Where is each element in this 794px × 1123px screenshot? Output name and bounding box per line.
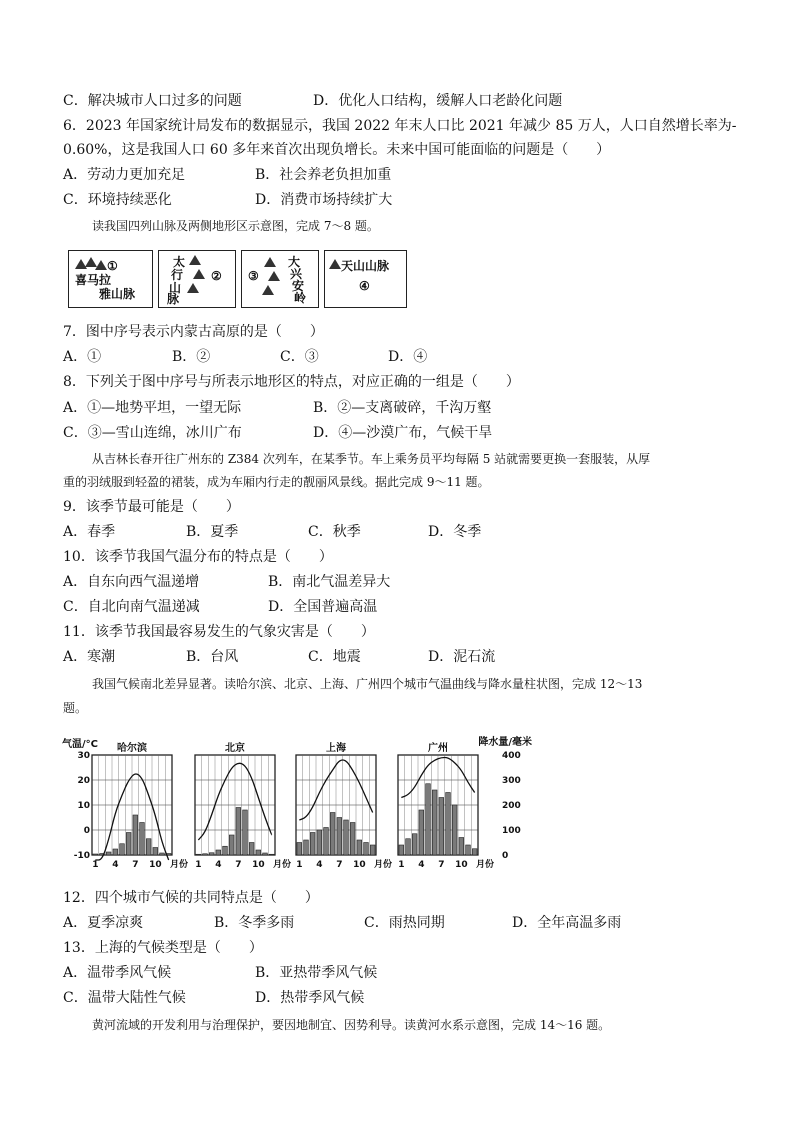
q5-option-c: C．解决城市人口过多的问题 xyxy=(63,93,242,109)
q11-option-a: A．寒潮 xyxy=(63,649,116,665)
precipitation-bar xyxy=(223,846,228,855)
precipitation-bar xyxy=(249,843,254,856)
q5-option-d: D．优化人口结构，缓解人口老龄化问题 xyxy=(313,93,563,109)
precipitation-bar xyxy=(472,849,477,855)
mountain-icon xyxy=(193,269,205,279)
q12-option-a: A．夏季凉爽 xyxy=(63,915,144,931)
precipitation-bar xyxy=(330,813,335,856)
precipitation-bar xyxy=(243,810,248,855)
x-tick-label: 10 xyxy=(353,860,366,870)
intro-9-11-line1: 从吉林长春开往广州东的 Z384 次列车，在某季节。车上乘务员平均每隔 5 站就需要更换一套服装，从厚 xyxy=(92,452,651,466)
precipitation-bar xyxy=(146,839,151,855)
q7-option-a: A．① xyxy=(63,349,102,365)
mountain-icon xyxy=(329,259,341,269)
box3-name-d: 岭 xyxy=(294,291,307,305)
box2-name-c: 山 xyxy=(169,281,182,295)
x-tick-label: 10 xyxy=(149,860,162,870)
box1-name-line1: 喜马拉 xyxy=(75,273,112,287)
precipitation-bar xyxy=(106,852,111,855)
precipitation-bar xyxy=(412,834,417,855)
q8-option-b: B．②—支离破碎，千沟万壑 xyxy=(313,400,492,416)
precipitation-bar xyxy=(364,843,369,856)
left-tick-label: -10 xyxy=(73,851,90,861)
q9-option-c: C．秋季 xyxy=(308,524,361,540)
precipitation-bar xyxy=(160,853,165,855)
climate-charts xyxy=(62,733,532,873)
precipitation-bar xyxy=(113,849,118,855)
x-tick-label: 1 xyxy=(296,860,303,870)
x-tick-label: 7 xyxy=(132,860,139,870)
q6-stem-line2: 0.60%，这是我国人口 60 多年来首次出现负增长。未来中国可能面临的问题是（ ） xyxy=(63,142,611,158)
intro-12-13-line1: 我国气候南北差异显著。读哈尔滨、北京、上海、广州四个城市气温曲线与降水量柱状图，完成 12～13 xyxy=(92,677,643,691)
mountain-icon xyxy=(262,285,274,295)
mountain-icon xyxy=(268,271,280,281)
x-tick-label: 10 xyxy=(252,860,265,870)
precipitation-bar xyxy=(432,790,437,855)
box4-number: ④ xyxy=(359,279,370,293)
intro-7-8: 读我国四列山脉及两侧地形区示意图，完成 7～8 题。 xyxy=(92,219,379,233)
precipitation-bar xyxy=(459,838,464,856)
precipitation-bar xyxy=(406,839,411,855)
precipitation-bar xyxy=(446,793,451,856)
q12-stem: 12．四个城市气候的共同特点是（ ） xyxy=(63,890,319,906)
x-tick-label: 1 xyxy=(92,860,99,870)
box3-name-a: 大 xyxy=(288,255,301,269)
left-tick-label: 0 xyxy=(83,826,90,836)
x-tick-label: 7 xyxy=(438,860,445,870)
right-axis-title: 降水量/毫米 xyxy=(478,737,532,748)
mountain-icon xyxy=(187,283,199,293)
precipitation-bar xyxy=(203,854,208,855)
precipitation-bar xyxy=(140,823,145,856)
precipitation-bar xyxy=(304,840,309,855)
q12-option-c: C．雨热同期 xyxy=(364,915,445,931)
q10-option-a: A．自东向西气温递增 xyxy=(63,574,200,590)
q7-option-d: D．④ xyxy=(388,349,428,365)
box2-name-b: 行 xyxy=(171,268,184,282)
precipitation-bar xyxy=(357,840,362,855)
mountain-box-4 xyxy=(324,250,407,308)
precipitation-bar xyxy=(236,808,241,856)
q13-option-a: A．温带季风气候 xyxy=(63,965,172,981)
q6-option-d: D．消费市场持续扩大 xyxy=(255,192,393,208)
x-axis-title: 月份 xyxy=(170,860,189,870)
right-tick-label: 300 xyxy=(502,776,521,786)
city-name: 广州 xyxy=(428,743,448,754)
precipitation-bar xyxy=(337,818,342,856)
precipitation-bar xyxy=(297,843,302,856)
mountain-icon xyxy=(264,257,276,267)
intro-14-16: 黄河流域的开发利用与治理保护，要因地制宜、因势利导。读黄河水系示意图，完成 14～16 题。 xyxy=(92,1018,611,1032)
left-axis-title: 气温/°C xyxy=(62,739,98,750)
q13-stem: 13．上海的气候类型是（ ） xyxy=(63,940,263,956)
left-tick-label: 30 xyxy=(77,751,90,761)
precipitation-bar xyxy=(399,845,404,855)
x-tick-label: 4 xyxy=(112,860,119,870)
q10-option-c: C．自北向南气温递减 xyxy=(63,599,200,615)
x-tick-label: 4 xyxy=(215,860,222,870)
mountain-box-1 xyxy=(68,250,153,308)
x-axis-title: 月份 xyxy=(273,860,292,870)
precipitation-bar xyxy=(317,830,322,855)
mountain-icon xyxy=(189,255,201,265)
q10-option-b: B．南北气温差异大 xyxy=(268,574,391,590)
precipitation-bar xyxy=(344,820,349,855)
x-tick-label: 10 xyxy=(455,860,468,870)
q13-option-d: D．热带季风气候 xyxy=(255,990,365,1006)
x-tick-label: 4 xyxy=(316,860,323,870)
right-tick-label: 0 xyxy=(502,851,509,861)
q13-option-b: B．亚热带季风气候 xyxy=(255,965,378,981)
q8-option-a: A．①—地势平坦，一望无际 xyxy=(63,400,242,416)
intro-9-11-line2: 重的羽绒服到轻盈的裙装，成为车厢内行走的靓丽风景线。据此完成 9～11 题。 xyxy=(63,475,490,489)
precipitation-bar xyxy=(419,810,424,855)
q13-option-c: C．温带大陆性气候 xyxy=(63,990,186,1006)
q9-option-a: A．春季 xyxy=(63,524,116,540)
box2-name-d: 脉 xyxy=(167,292,180,306)
q6-stem-line1: 6．2023 年国家统计局发布的数据显示，我国 2022 年末人口比 2021 年减少 85 万人，人口自然增长率为- xyxy=(63,118,737,134)
precipitation-bar xyxy=(324,828,329,856)
box3-name-c: 安 xyxy=(292,279,305,293)
x-tick-label: 1 xyxy=(195,860,202,870)
precipitation-bar xyxy=(133,815,138,855)
precipitation-bar xyxy=(350,823,355,856)
q12-option-d: D．全年高温多雨 xyxy=(512,915,622,931)
q10-stem: 10．该季节我国气温分布的特点是（ ） xyxy=(63,549,333,565)
q8-stem: 8．下列关于图中序号与所表示地形区的特点，对应正确的一组是（ ） xyxy=(63,374,520,390)
x-tick-label: 1 xyxy=(398,860,405,870)
q11-stem: 11．该季节我国最容易发生的气象灾害是（ ） xyxy=(63,624,375,640)
q11-option-d: D．泥石流 xyxy=(428,649,496,665)
q6-option-a: A．劳动力更加充足 xyxy=(63,167,186,183)
box3-name-b: 兴 xyxy=(290,267,303,281)
box1-number: ① xyxy=(107,259,118,273)
left-tick-label: 20 xyxy=(77,776,90,786)
precipitation-bar xyxy=(452,805,457,855)
city-name: 哈尔滨 xyxy=(117,743,147,754)
mountain-box-3 xyxy=(241,250,319,308)
mountain-box-2 xyxy=(158,250,236,308)
right-tick-label: 400 xyxy=(502,751,521,761)
q9-stem: 9．该季节最可能是（ ） xyxy=(63,499,240,515)
q7-option-c: C．③ xyxy=(280,349,319,365)
q9-option-d: D．冬季 xyxy=(428,524,482,540)
right-tick-label: 200 xyxy=(502,801,521,811)
left-tick-label: 10 xyxy=(77,801,90,811)
precipitation-bar xyxy=(426,784,431,855)
precipitation-bar xyxy=(209,853,214,855)
q6-option-c: C．环境持续恶化 xyxy=(63,192,172,208)
precipitation-bar xyxy=(153,848,158,856)
precipitation-bar xyxy=(229,835,234,855)
precipitation-bar xyxy=(439,798,444,856)
precipitation-bar xyxy=(120,844,125,855)
box2-number: ② xyxy=(211,269,222,283)
q6-option-b: B．社会养老负担加重 xyxy=(255,167,392,183)
city-name: 上海 xyxy=(326,743,346,754)
x-tick-label: 7 xyxy=(336,860,343,870)
precipitation-bar xyxy=(126,833,131,856)
q9-option-b: B．夏季 xyxy=(186,524,239,540)
q8-option-c: C．③—雪山连绵，冰川广布 xyxy=(63,425,242,441)
q11-option-c: C．地震 xyxy=(308,649,361,665)
q7-option-b: B．② xyxy=(172,349,211,365)
precipitation-bar xyxy=(256,850,261,855)
city-name: 北京 xyxy=(225,743,245,754)
box1-name-line2: 雅山脉 xyxy=(99,287,136,301)
q11-option-b: B．台风 xyxy=(186,649,239,665)
right-tick-label: 100 xyxy=(502,826,521,836)
precipitation-bar xyxy=(196,854,201,855)
x-axis-title: 月份 xyxy=(476,860,495,870)
q12-option-b: B．冬季多雨 xyxy=(214,915,295,931)
x-tick-label: 7 xyxy=(235,860,242,870)
precipitation-bar xyxy=(93,854,98,855)
mountain-icon xyxy=(95,260,107,270)
x-tick-label: 4 xyxy=(418,860,425,870)
q10-option-d: D．全国普遍高温 xyxy=(268,599,378,615)
q8-option-d: D．④—沙漠广布，气候干旱 xyxy=(313,425,493,441)
box3-number: ③ xyxy=(248,269,259,283)
precipitation-bar xyxy=(370,845,375,855)
box2-name-a: 太 xyxy=(173,255,186,269)
precipitation-bar xyxy=(466,845,471,855)
precipitation-bar xyxy=(263,853,268,855)
intro-12-13-line2: 题。 xyxy=(63,701,88,715)
precipitation-bar xyxy=(310,833,315,856)
precipitation-bar xyxy=(269,854,274,855)
box4-name: 天山山脉 xyxy=(341,259,390,273)
precipitation-bar xyxy=(216,850,221,855)
q7-stem: 7．图中序号表示内蒙古高原的是（ ） xyxy=(63,324,324,340)
x-axis-title: 月份 xyxy=(374,860,393,870)
